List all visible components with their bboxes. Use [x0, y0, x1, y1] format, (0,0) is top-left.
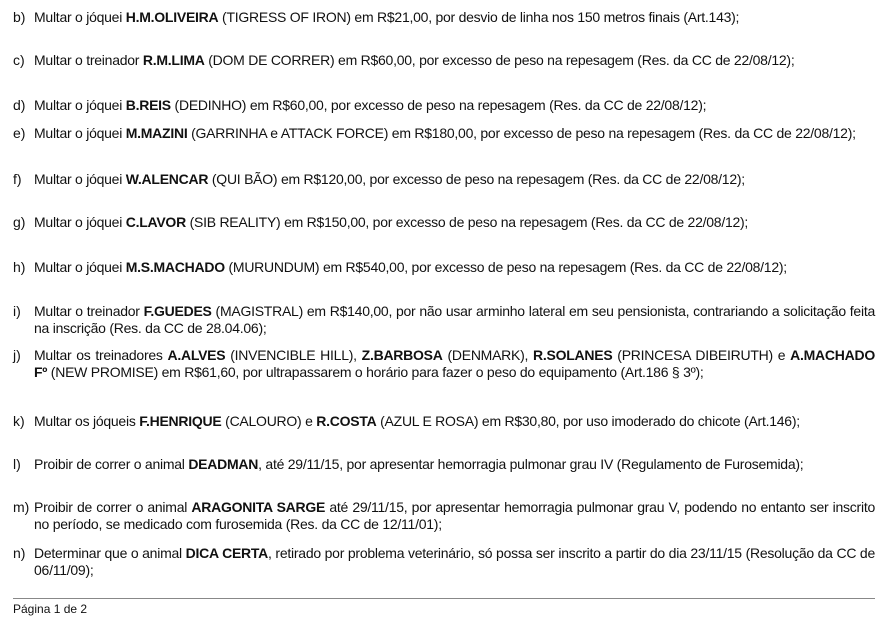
text-segment: Multar o jóquei	[34, 171, 126, 187]
item-text	[34, 347, 875, 381]
bold-name: M.MAZINI	[125, 125, 188, 141]
item-text	[34, 499, 875, 533]
text-segment: , retirado por problema veterinário, só possa ser inscrito a partir do dia 23/11/15 (Resolução da CC de 06/11/09);	[34, 545, 876, 578]
text-segment: Multar o jóquei	[34, 259, 126, 275]
text-segment: (SIB REALITY) em R$150,00, por excesso de peso na repesagem (Res. da CC de 22/08/12);	[185, 214, 749, 230]
item-letter: m)	[13, 499, 30, 515]
item-letter: h)	[13, 259, 26, 275]
item-letter: k)	[13, 413, 25, 429]
text-segment: (INVENCIBLE HILL),	[225, 347, 362, 363]
text-segment: (QUI BÃO) em R$120,00, por excesso de peso na repesagem (Res. da CC de 22/08/12);	[208, 171, 745, 187]
bold-name: ARAGONITA SARGE	[191, 499, 326, 515]
footer-divider	[13, 598, 875, 599]
text-segment: Multar o jóquei	[34, 125, 126, 141]
bold-name: R.M.LIMA	[142, 52, 205, 68]
text-segment: (MURUNDUM) em R$540,00, por excesso de peso na repesagem (Res. da CC de 22/08/12);	[224, 259, 787, 275]
text-segment: Multar o jóquei	[34, 9, 126, 25]
text-segment: até 29/11/15, por apresentar hemorragia pulmonar grau V, podendo no entanto ser inscrito no período, se medicado com furosemida (Res. da CC de 12/11/01);	[34, 499, 876, 532]
page-number: Página 1 de 2	[13, 602, 88, 616]
bold-name: H.M.OLIVEIRA	[125, 9, 219, 25]
bold-name: B.REIS	[125, 97, 171, 113]
text-segment: (NEW PROMISE) em R$61,60, por ultrapassarem o horário para fazer o peso do equipamento (Art.186 § 3º);	[47, 364, 704, 380]
bold-name: DICA CERTA	[185, 545, 269, 561]
text-segment: (DENMARK),	[442, 347, 534, 363]
item-letter: n)	[13, 545, 26, 561]
item-text	[34, 456, 875, 473]
text-segment: Multar o treinador	[34, 52, 143, 68]
item-text	[34, 9, 875, 26]
bold-name: M.S.MACHADO	[125, 259, 225, 275]
bold-name: A.ALVES	[167, 347, 226, 363]
text-segment: , até 29/11/15, por apresentar hemorragia pulmonar grau IV (Regulamento de Furosemida);	[258, 456, 804, 472]
item-text	[34, 171, 875, 188]
item-text	[34, 214, 875, 231]
item-letter: d)	[13, 97, 26, 113]
text-segment: (DEDINHO) em R$60,00, por excesso de peso na repesagem (Res. da CC de 22/08/12);	[170, 97, 707, 113]
text-segment: (CALOURO) e	[221, 413, 317, 429]
item-letter: e)	[13, 125, 26, 141]
item-letter: j)	[13, 347, 21, 363]
text-segment: (AZUL E ROSA) em R$30,80, por uso imoderado do chicote (Art.146);	[376, 413, 800, 429]
bold-name: F.HENRIQUE	[139, 413, 222, 429]
text-segment: Proibir de correr o animal	[34, 499, 192, 515]
text-segment: Multar o jóquei	[34, 97, 126, 113]
item-text	[34, 125, 875, 142]
item-letter: b)	[13, 9, 26, 25]
bold-name: W.ALENCAR	[125, 171, 209, 187]
item-text	[34, 97, 875, 114]
text-segment: Multar os treinadores	[34, 347, 168, 363]
text-segment: (MAGISTRAL) em R$140,00, por não usar arminho lateral em seu pensionista, contrariando a solicitação feita na inscrição (Res. da CC de 28.04.06);	[34, 303, 876, 336]
item-text	[34, 413, 875, 430]
item-text	[34, 545, 875, 579]
text-segment: Multar o jóquei	[34, 214, 126, 230]
text-segment: Determinar que o animal	[34, 545, 186, 561]
text-segment: Multar o treinador	[34, 303, 144, 319]
text-segment: (TIGRESS OF IRON) em R$21,00, por desvio de linha nos 150 metros finais (Art.143);	[218, 9, 740, 25]
text-segment: Proibir de correr o animal	[34, 456, 189, 472]
item-letter: f)	[13, 171, 22, 187]
item-letter: l)	[13, 456, 21, 472]
bold-name: DEADMAN	[188, 456, 259, 472]
item-text	[34, 303, 875, 337]
text-segment: (DOM DE CORRER) em R$60,00, por excesso de peso na repesagem (Res. da CC de 22/08/12);	[204, 52, 795, 68]
text-segment: (PRINCESA DIBEIRUTH) e	[612, 347, 791, 363]
item-text	[34, 259, 875, 276]
item-letter: i)	[13, 303, 21, 319]
bold-name: Z.BARBOSA	[361, 347, 443, 363]
bold-name: C.LAVOR	[125, 214, 186, 230]
bold-name: F.GUEDES	[143, 303, 212, 319]
text-segment: (GARRINHA e ATTACK FORCE) em R$180,00, por excesso de peso na repesagem (Res. da CC de 22/08/12);	[187, 125, 856, 141]
item-letter: c)	[13, 52, 25, 68]
bold-name: R.SOLANES	[533, 347, 613, 363]
bold-name: R.COSTA	[316, 413, 377, 429]
item-letter: g)	[13, 214, 26, 230]
bold-name: A.MACHADO Fº	[34, 347, 875, 380]
text-segment: Multar os jóqueis	[34, 413, 140, 429]
item-text	[34, 52, 875, 69]
